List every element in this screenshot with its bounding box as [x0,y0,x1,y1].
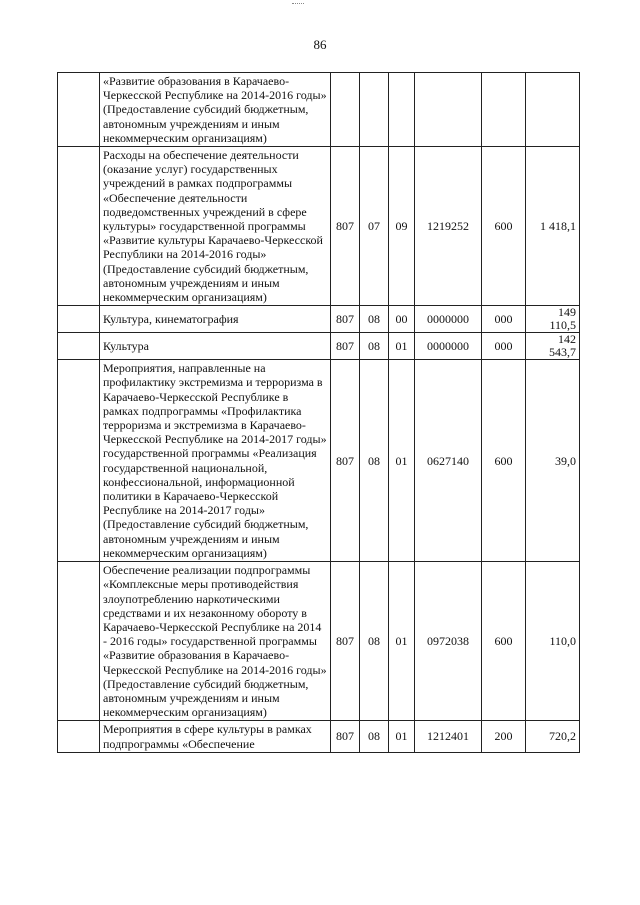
subsection-code-cell: 00 [389,306,415,333]
description-cell: «Развитие образования в Карачаево-Черкесской Республике на 2014-2016 годы» (Предоставление субсидий бюджетным, автономным учреждениям и иным некоммерческим организациям) [100,73,331,147]
row-number-cell [58,147,100,306]
description-cell: Мероприятия в сфере культуры в рамках подпрограммы «Обеспечение [100,721,331,752]
subsection-code-cell: 01 [389,721,415,752]
target-code-cell [415,73,482,147]
target-code-cell: 0972038 [415,562,482,721]
table-row [58,73,580,147]
table-row [58,333,580,360]
ministry-code-cell: 807 [331,333,360,360]
description-cell: Культура, кинематография [100,306,331,333]
amount-cell: 39,0 [526,360,580,562]
ministry-code-cell: 807 [331,721,360,752]
ministry-code-cell: 807 [331,562,360,721]
subsection-code-cell: 01 [389,562,415,721]
page-number: 86 [313,37,327,52]
target-code-cell: 0000000 [415,333,482,360]
expense-type-cell: 600 [482,360,526,562]
description-cell: Расходы на обеспечение деятельности (оказание услуг) государственных учреждений в рамках подпрограммы «Обеспечение деятельности подведомственных учреждений в сфере культуры» государственной программы «Развитие культуры Карачаево-Черкесской Республики на 2014-2016 годы» (Предоставление субсидий бюджетным, автономным учреждениям и иным некоммерческим организациям) [100,147,331,306]
amount-cell: 142 543,7 [526,333,580,360]
ministry-code-cell: 807 [331,360,360,562]
row-number-cell [58,306,100,333]
amount-cell: 720,2 [526,721,580,752]
section-code-cell: 08 [360,306,389,333]
section-code-cell: 08 [360,333,389,360]
expense-type-cell: 000 [482,333,526,360]
section-code-cell: 07 [360,147,389,306]
section-code-cell [360,73,389,147]
row-number-cell [58,333,100,360]
target-code-cell: 1212401 [415,721,482,752]
description-cell: Культура [100,333,331,360]
scan-artifact [292,0,304,4]
target-code-cell: 0000000 [415,306,482,333]
subsection-code-cell [389,73,415,147]
subsection-code-cell: 01 [389,360,415,562]
row-number-cell [58,562,100,721]
row-number-cell [58,721,100,752]
table-row [58,147,580,306]
row-number-cell [58,73,100,147]
expense-type-cell: 600 [482,562,526,721]
table-row [58,306,580,333]
table-row [58,721,580,752]
section-code-cell: 08 [360,360,389,562]
description-cell: Обеспечение реализации подпрограммы «Комплексные меры противодействия злоупотреблению наркотическими средствами и их незаконному обороту в Карачаево-Черкесской Республике на 2014 - 2016 годы» государственной программы «Развитие образования в Карачаево-Черкесской Республике на 2014-2016 годы» (Предоставление субсидий бюджетным, автономным учреждениям и иным некоммерческим организациям) [100,562,331,721]
section-code-cell: 08 [360,562,389,721]
target-code-cell: 0627140 [415,360,482,562]
expense-type-cell: 600 [482,147,526,306]
description-cell: Мероприятия, направленные на профилактику экстремизма и терроризма в Карачаево-Черкесской Республике в рамках подпрограммы «Профилактика терроризма и экстремизма в Карачаево-Черкесской Республике на 2014-2017 годы» государственной программы «Реализация государственной национальной, конфессиональной, информационной политики в Карачаево-Черкесской Республике на 2014-2017 годы» (Предоставление субсидий бюджетным, автономным учреждениям и иным некоммерческим организациям) [100,360,331,562]
table-row [58,360,580,562]
target-code-cell: 1219252 [415,147,482,306]
expense-type-cell [482,73,526,147]
subsection-code-cell: 09 [389,147,415,306]
row-number-cell [58,360,100,562]
ministry-code-cell: 807 [331,147,360,306]
budget-table [57,72,580,753]
amount-cell [526,73,580,147]
expense-type-cell: 200 [482,721,526,752]
amount-cell: 110,0 [526,562,580,721]
section-code-cell: 08 [360,721,389,752]
subsection-code-cell: 01 [389,333,415,360]
expense-type-cell: 000 [482,306,526,333]
table-row [58,562,580,721]
amount-cell: 1 418,1 [526,147,580,306]
amount-cell: 149 110,5 [526,306,580,333]
ministry-code-cell: 807 [331,306,360,333]
ministry-code-cell [331,73,360,147]
